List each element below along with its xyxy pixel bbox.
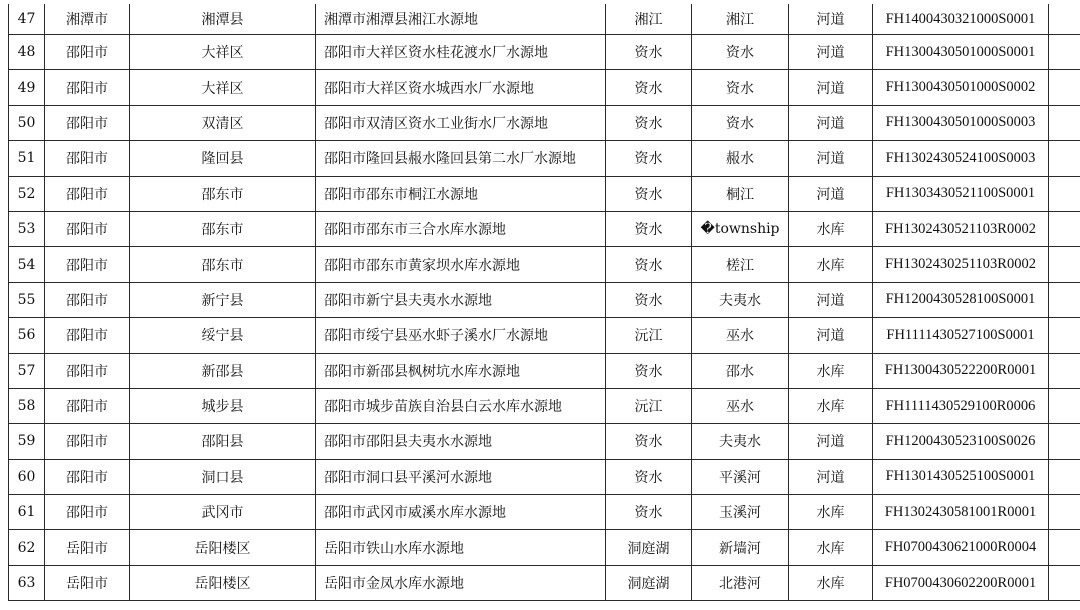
type-cell: 河道 <box>789 424 873 459</box>
code-cell: FH1303430521100S0001 <box>873 176 1049 211</box>
city-cell: 邵阳市 <box>45 282 130 317</box>
source-name-cell: 邵阳市邵东市三合水库水源地 <box>316 211 606 246</box>
basin-cell: 资水 <box>606 176 692 211</box>
county-cell: 岳阳楼区 <box>130 565 316 600</box>
code-cell: FH0700430621000R0004 <box>873 530 1049 565</box>
row-number-cell: 62 <box>9 530 45 565</box>
blank-cell <box>1049 318 1080 353</box>
blank-cell <box>1049 176 1080 211</box>
code-cell: FH1302430524100S0003 <box>873 141 1049 176</box>
table-row <box>9 105 1080 140</box>
table-row <box>9 318 1080 353</box>
code-cell: FH1302430581001R0001 <box>873 495 1049 530</box>
table-row <box>9 70 1080 105</box>
river-cell: 邵水 <box>692 353 789 388</box>
source-name-cell: 邵阳市绥宁县巫水虾子溪水厂水源地 <box>316 318 606 353</box>
source-name-cell: 湘潭市湘潭县湘江水源地 <box>316 4 606 35</box>
type-cell: 河道 <box>789 282 873 317</box>
type-cell: 水库 <box>789 530 873 565</box>
table-row <box>9 530 1080 565</box>
table-row <box>9 424 1080 459</box>
county-cell: 城步县 <box>130 388 316 423</box>
table-row <box>9 495 1080 530</box>
basin-cell: 洞庭湖 <box>606 530 692 565</box>
source-name-cell: 邵阳市邵阳县夫夷水水源地 <box>316 424 606 459</box>
city-cell: 邵阳市 <box>45 353 130 388</box>
type-cell: 河道 <box>789 318 873 353</box>
row-number-cell: 49 <box>9 70 45 105</box>
row-number-cell: 59 <box>9 424 45 459</box>
river-cell: 北港河 <box>692 565 789 600</box>
river-cell: 资水 <box>692 105 789 140</box>
blank-cell <box>1049 70 1080 105</box>
table-row <box>9 141 1080 176</box>
source-name-cell: 岳阳市金凤水库水源地 <box>316 565 606 600</box>
table-row <box>9 35 1080 70</box>
table-row <box>9 388 1080 423</box>
type-cell: 河道 <box>789 70 873 105</box>
type-cell: 水库 <box>789 388 873 423</box>
county-cell: 隆回县 <box>130 141 316 176</box>
table-row <box>9 211 1080 246</box>
table-row <box>9 353 1080 388</box>
row-number-cell: 48 <box>9 35 45 70</box>
blank-cell <box>1049 459 1080 494</box>
county-cell: 邵东市 <box>130 211 316 246</box>
basin-cell: 湘江 <box>606 4 692 35</box>
table-row <box>9 565 1080 600</box>
code-cell: FH1200430528100S0001 <box>873 282 1049 317</box>
basin-cell: 资水 <box>606 282 692 317</box>
code-cell: FH1301430525100S0001 <box>873 459 1049 494</box>
row-number-cell: 51 <box>9 141 45 176</box>
blank-cell <box>1049 388 1080 423</box>
row-number-cell: 60 <box>9 459 45 494</box>
row-number-cell: 53 <box>9 211 45 246</box>
city-cell: 邵阳市 <box>45 35 130 70</box>
table-row <box>9 459 1080 494</box>
county-cell: 新邵县 <box>130 353 316 388</box>
basin-cell: 资水 <box>606 424 692 459</box>
type-cell: 河道 <box>789 4 873 35</box>
basin-cell: 资水 <box>606 70 692 105</box>
row-number-cell: 57 <box>9 353 45 388</box>
source-name-cell: 邵阳市邵东市桐江水源地 <box>316 176 606 211</box>
county-cell: 绥宁县 <box>130 318 316 353</box>
river-cell: 巫水 <box>692 388 789 423</box>
type-cell: 河道 <box>789 105 873 140</box>
document-page <box>8 4 1080 601</box>
basin-cell: 资水 <box>606 247 692 282</box>
city-cell: 邵阳市 <box>45 141 130 176</box>
row-number-cell: 55 <box>9 282 45 317</box>
river-cell: 巫水 <box>692 318 789 353</box>
basin-cell: 沅江 <box>606 388 692 423</box>
city-cell: 邵阳市 <box>45 70 130 105</box>
basin-cell: 资水 <box>606 459 692 494</box>
city-cell: 湘潭市 <box>45 4 130 35</box>
water-source-table <box>8 4 1080 601</box>
source-name-cell: 邵阳市新邵县枫树坑水库水源地 <box>316 353 606 388</box>
blank-cell <box>1049 105 1080 140</box>
blank-cell <box>1049 353 1080 388</box>
code-cell: FH0700430602200R0001 <box>873 565 1049 600</box>
basin-cell: 资水 <box>606 35 692 70</box>
row-number-cell: 47 <box>9 4 45 35</box>
river-cell: �township <box>692 211 789 246</box>
code-cell: FH1111430527100S0001 <box>873 318 1049 353</box>
county-cell: 洞口县 <box>130 459 316 494</box>
table-row <box>9 247 1080 282</box>
code-cell: FH1300430522200R0001 <box>873 353 1049 388</box>
city-cell: 邵阳市 <box>45 211 130 246</box>
basin-cell: 资水 <box>606 353 692 388</box>
type-cell: 河道 <box>789 176 873 211</box>
row-number-cell: 58 <box>9 388 45 423</box>
river-cell: 夫夷水 <box>692 282 789 317</box>
county-cell: 新宁县 <box>130 282 316 317</box>
row-number-cell: 61 <box>9 495 45 530</box>
table-row <box>9 4 1080 35</box>
code-cell: FH1200430523100S0026 <box>873 424 1049 459</box>
basin-cell: 沅江 <box>606 318 692 353</box>
county-cell: 邵阳县 <box>130 424 316 459</box>
source-name-cell: 邵阳市武冈市威溪水库水源地 <box>316 495 606 530</box>
blank-cell <box>1049 282 1080 317</box>
table-row <box>9 282 1080 317</box>
type-cell: 水库 <box>789 211 873 246</box>
river-cell: 湘江 <box>692 4 789 35</box>
basin-cell: 资水 <box>606 141 692 176</box>
blank-cell <box>1049 4 1080 35</box>
type-cell: 河道 <box>789 141 873 176</box>
source-name-cell: 邵阳市隆回县赧水隆回县第二水厂水源地 <box>316 141 606 176</box>
row-number-cell: 50 <box>9 105 45 140</box>
basin-cell: 资水 <box>606 105 692 140</box>
table-body <box>9 4 1080 601</box>
source-name-cell: 邵阳市邵东市黄家坝水库水源地 <box>316 247 606 282</box>
blank-cell <box>1049 247 1080 282</box>
county-cell: 邵东市 <box>130 247 316 282</box>
river-cell: 槎江 <box>692 247 789 282</box>
row-number-cell: 56 <box>9 318 45 353</box>
county-cell: 大祥区 <box>130 70 316 105</box>
blank-cell <box>1049 495 1080 530</box>
type-cell: 水库 <box>789 247 873 282</box>
city-cell: 岳阳市 <box>45 530 130 565</box>
county-cell: 大祥区 <box>130 35 316 70</box>
source-name-cell: 邵阳市双清区资水工业街水厂水源地 <box>316 105 606 140</box>
code-cell: FH1300430501000S0003 <box>873 105 1049 140</box>
code-cell: FH1302430521103R0002 <box>873 211 1049 246</box>
source-name-cell: 邵阳市大祥区资水城西水厂水源地 <box>316 70 606 105</box>
type-cell: 水库 <box>789 565 873 600</box>
city-cell: 邵阳市 <box>45 105 130 140</box>
river-cell: 桐江 <box>692 176 789 211</box>
row-number-cell: 54 <box>9 247 45 282</box>
type-cell: 水库 <box>789 495 873 530</box>
blank-cell <box>1049 35 1080 70</box>
code-cell: FH1300430501000S0001 <box>873 35 1049 70</box>
river-cell: 新墙河 <box>692 530 789 565</box>
county-cell: 武冈市 <box>130 495 316 530</box>
basin-cell: 资水 <box>606 495 692 530</box>
code-cell: FH1300430501000S0002 <box>873 70 1049 105</box>
blank-cell <box>1049 424 1080 459</box>
city-cell: 邵阳市 <box>45 495 130 530</box>
city-cell: 邵阳市 <box>45 459 130 494</box>
city-cell: 邵阳市 <box>45 388 130 423</box>
county-cell: 邵东市 <box>130 176 316 211</box>
source-name-cell: 邵阳市新宁县夫夷水水源地 <box>316 282 606 317</box>
source-name-cell: 邵阳市大祥区资水桂花渡水厂水源地 <box>316 35 606 70</box>
type-cell: 河道 <box>789 459 873 494</box>
city-cell: 邵阳市 <box>45 424 130 459</box>
code-cell: FH1111430529100R0006 <box>873 388 1049 423</box>
city-cell: 邵阳市 <box>45 318 130 353</box>
city-cell: 邵阳市 <box>45 247 130 282</box>
type-cell: 水库 <box>789 353 873 388</box>
code-cell: FH1400430321000S0001 <box>873 4 1049 35</box>
city-cell: 邵阳市 <box>45 176 130 211</box>
row-number-cell: 52 <box>9 176 45 211</box>
river-cell: 玉溪河 <box>692 495 789 530</box>
code-cell: FH1302430251103R0002 <box>873 247 1049 282</box>
blank-cell <box>1049 211 1080 246</box>
county-cell: 岳阳楼区 <box>130 530 316 565</box>
river-cell: 平溪河 <box>692 459 789 494</box>
blank-cell <box>1049 565 1080 600</box>
basin-cell: 洞庭湖 <box>606 565 692 600</box>
basin-cell: 资水 <box>606 211 692 246</box>
river-cell: 资水 <box>692 70 789 105</box>
source-name-cell: 岳阳市铁山水库水源地 <box>316 530 606 565</box>
river-cell: 资水 <box>692 35 789 70</box>
city-cell: 岳阳市 <box>45 565 130 600</box>
row-number-cell: 63 <box>9 565 45 600</box>
river-cell: 夫夷水 <box>692 424 789 459</box>
blank-cell <box>1049 141 1080 176</box>
type-cell: 河道 <box>789 35 873 70</box>
county-cell: 湘潭县 <box>130 4 316 35</box>
source-name-cell: 邵阳市城步苗族自治县白云水库水源地 <box>316 388 606 423</box>
table-row <box>9 176 1080 211</box>
blank-cell <box>1049 530 1080 565</box>
river-cell: 赧水 <box>692 141 789 176</box>
source-name-cell: 邵阳市洞口县平溪河水源地 <box>316 459 606 494</box>
county-cell: 双清区 <box>130 105 316 140</box>
